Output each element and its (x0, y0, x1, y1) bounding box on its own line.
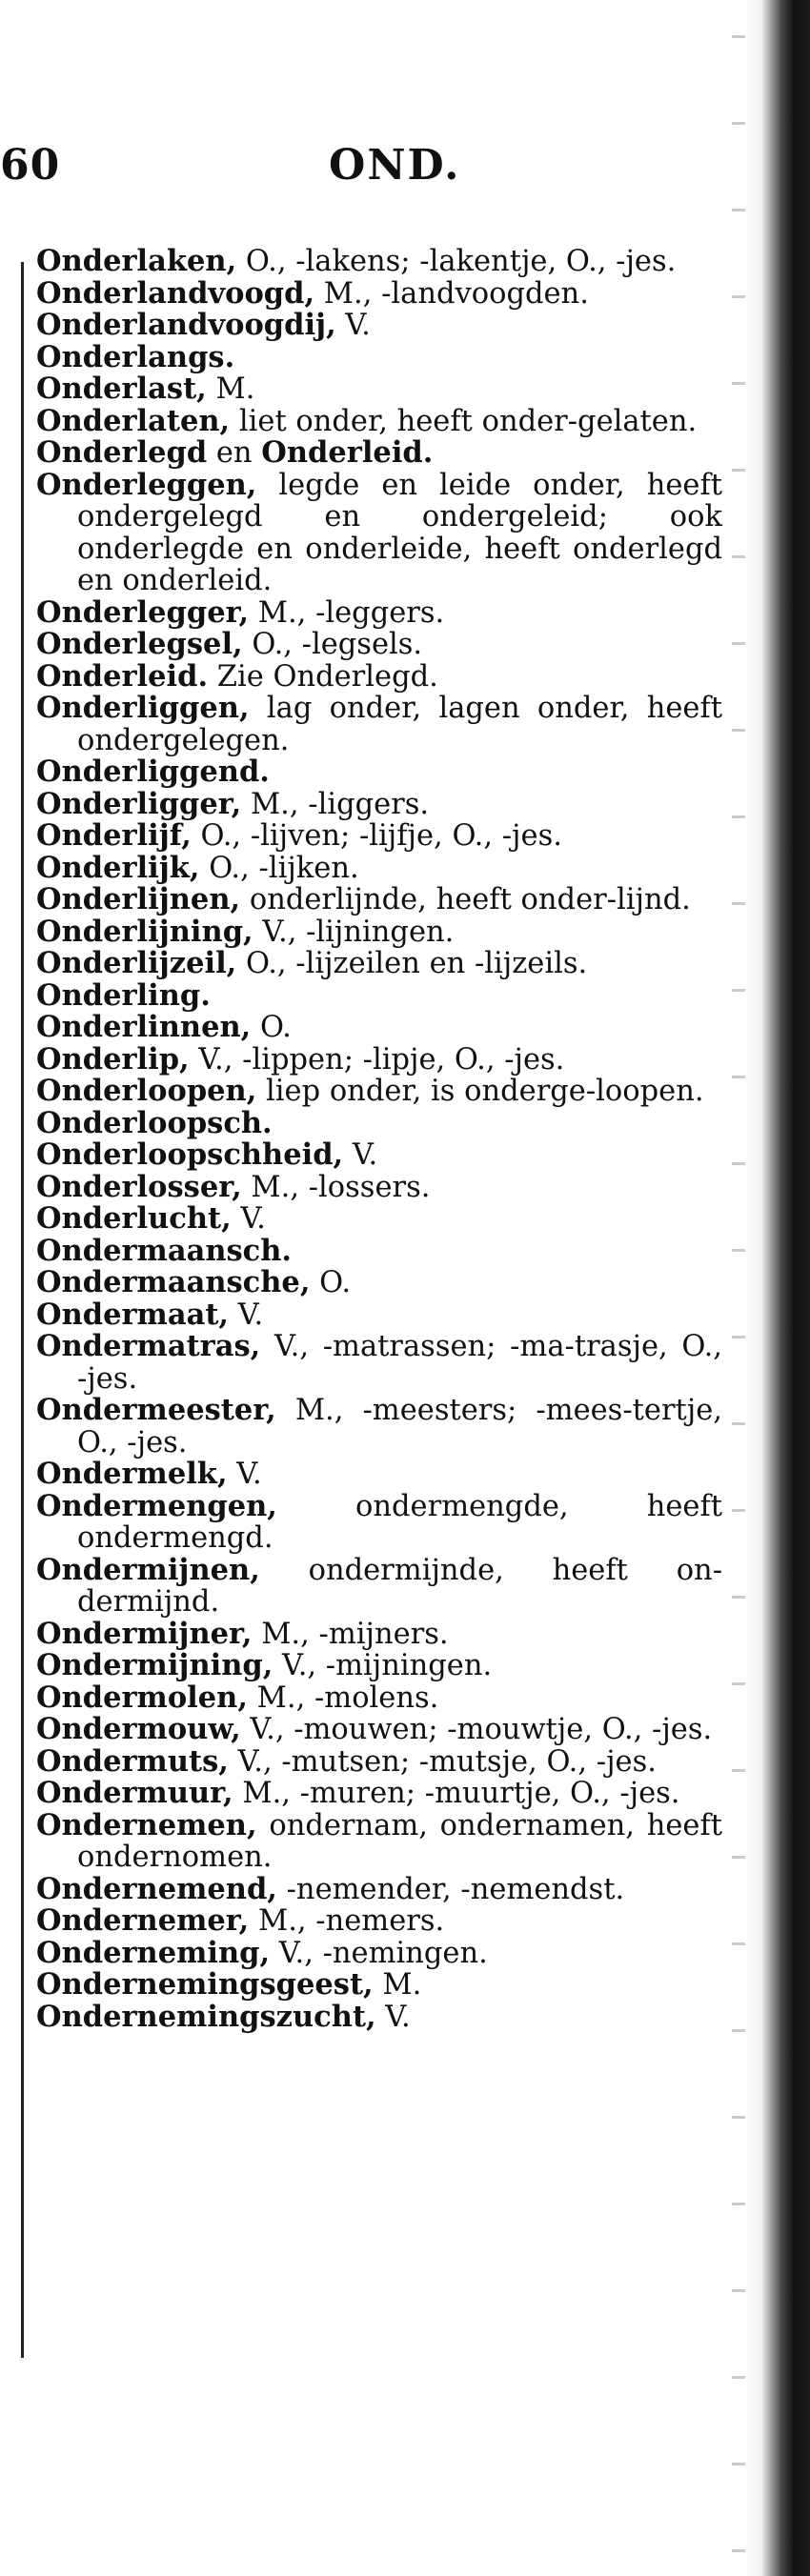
entry-definition: M., -molens. (247, 1680, 439, 1715)
entry-headword: Onderlegger, (36, 594, 250, 630)
entry-headword: Onderleid. (36, 658, 209, 694)
running-head: OND. (329, 141, 461, 190)
entry-headword: Onderloopschheid, (36, 1137, 344, 1172)
entry-headword: Ondermaansche, (36, 1265, 311, 1299)
dictionary-entry (36, 1999, 722, 2034)
entry-headword: Onderling. (36, 977, 211, 1013)
dictionary-entry (36, 1969, 722, 2002)
entry-headword: Onderlijk, (36, 850, 200, 885)
entry-definition: liep onder, is onderge-loopen. (256, 1075, 704, 1108)
entry-definition: V. (335, 309, 371, 342)
entry-definition: O., -lijzeilen en -lijzeils. (236, 947, 588, 980)
dictionary-entry (36, 403, 722, 438)
dictionary-entry (36, 1871, 722, 1906)
entry-definition: V., -matrassen; -ma-trasje, O., -jes. (77, 1330, 732, 1396)
entry-headword: Onderlosser, (36, 1169, 242, 1204)
dictionary-entries (36, 244, 732, 2034)
entry-definition: ondermijnde, heeft on-dermijnd. (77, 1553, 722, 1619)
dictionary-entry (36, 1743, 722, 1779)
entry-headword: Onderlinnen, (36, 1010, 252, 1044)
dictionary-entry (36, 275, 722, 311)
entry-definition: O. (251, 1011, 292, 1044)
entry-headword: Onderlaten, (36, 403, 231, 438)
entry-definition: V., -lijningen. (253, 915, 455, 949)
entry-headword: Onderlandvoogd, (36, 275, 315, 311)
entry-definition: O., -lakens; -lakentje, O., -jes. (236, 245, 677, 278)
entry-definition: M., -muren; -muurtje, O., -jes. (233, 1777, 680, 1810)
dictionary-entry (36, 691, 732, 757)
entry-definition: M., -leggers. (249, 595, 445, 630)
entry-definition: en (207, 436, 262, 470)
dictionary-entry (36, 467, 732, 597)
entry-definition: lag onder, lagen onder, heeft ondergelegen. (77, 692, 732, 757)
dictionary-entry (36, 1778, 722, 1810)
entry-headword: Onderloopen, (36, 1074, 257, 1108)
dictionary-entry (36, 246, 722, 278)
dictionary-entry (36, 786, 722, 821)
entry-definition: ondermengde, heeft ondermengd. (77, 1489, 732, 1555)
dictionary-entry (36, 1488, 732, 1555)
entry-headword: Ondermijning, (36, 1648, 273, 1682)
entry-headword: Ondermaansch. (36, 1233, 293, 1268)
dictionary-entry (36, 916, 722, 949)
dictionary-entry (36, 1169, 722, 1204)
entry-definition: liet onder, heeft onder-gelaten. (230, 404, 698, 438)
entry-definition: legde en leide onder, heeft ondergelegd en ondergeleid; ook onderlegde en onderleide, heeft onderlegd en onderleid. (77, 468, 732, 597)
dictionary-entry (36, 437, 722, 470)
dictionary-entry (36, 1041, 722, 1077)
dictionary-entry (36, 850, 722, 885)
entry-definition: V. (375, 2000, 411, 2034)
entry-definition: V., -nemingen. (270, 1936, 488, 1970)
entry-headword: Ondernemen, (36, 1807, 257, 1842)
entry-headword: Ondermelk, (36, 1457, 228, 1491)
entry-definition: ondernam, ondernamen, heeft ondernomen. (77, 1808, 732, 1874)
dictionary-entry (36, 310, 722, 342)
entry-headword: Onderneming, (36, 1935, 271, 1970)
dictionary-entry (36, 1267, 722, 1299)
dictionary-entry (36, 1233, 722, 1268)
dictionary-entry (36, 629, 722, 661)
entry-headword: Ondermolen, (36, 1680, 248, 1715)
entry-headword-variant: Onderleid. (261, 435, 434, 470)
entry-headword: Onderliggen, (36, 691, 250, 725)
entry-definition: V. (231, 1202, 266, 1236)
dictionary-entry (36, 1714, 722, 1746)
dictionary-entry (36, 1393, 732, 1459)
entry-definition: -nemender, -nemendst. (276, 1872, 625, 1906)
entry-definition: M., -landvoogden. (314, 276, 589, 311)
dictionary-entry (36, 658, 722, 694)
dictionary-entry (36, 1203, 722, 1236)
dictionary-entry (36, 1329, 732, 1396)
entry-headword: Onderlijnen, (36, 882, 241, 916)
dictionary-entry (36, 1459, 722, 1491)
entry-headword: Onderlip, (36, 1041, 190, 1077)
entry-headword: Onderlegsel, (36, 627, 243, 661)
page-number: 60 (0, 141, 61, 190)
entry-headword: Onderlangs. (36, 339, 235, 374)
entry-definition: O., -lijven; -lijfje, O., -jes. (191, 819, 562, 853)
entry-headword: Onderlijzeil, (36, 946, 237, 980)
entry-definition: O., -lijken. (199, 851, 359, 885)
dictionary-entry (36, 1905, 722, 1938)
entry-definition: V. (227, 1458, 262, 1491)
scan-binding-edge (745, 0, 810, 2576)
dictionary-entry (36, 1299, 722, 1332)
dictionary-entry (36, 884, 722, 916)
entry-definition: V., -mijningen. (273, 1649, 493, 1682)
entry-headword: Onderlucht, (36, 1201, 232, 1236)
dictionary-entry (36, 1807, 732, 1874)
entry-definition: M. (373, 1968, 422, 2002)
entry-headword: Ondermuts, (36, 1743, 229, 1779)
entry-definition: M. (206, 372, 255, 406)
entry-definition: onderlijnde, heeft onder-lijnd. (240, 883, 691, 916)
entry-definition: V., -mutsen; -mutsje, O., -jes. (228, 1744, 657, 1779)
entry-definition: O., -legsels. (242, 628, 423, 661)
entry-headword: Ondermeester, (36, 1393, 276, 1427)
entry-headword: Onderlegd (36, 435, 208, 470)
entry-headword: Onderlaken, (36, 244, 237, 278)
entry-definition: M., -lossers. (241, 1170, 431, 1204)
entry-definition: V., -mouwen; -mouwtje, O., -jes. (240, 1713, 713, 1746)
dictionary-entry (36, 1012, 722, 1044)
dictionary-entry (36, 594, 722, 630)
entry-headword: Ondermijner, (36, 1616, 253, 1651)
dictionary-entry (36, 1935, 722, 1970)
entry-definition: O. (310, 1266, 352, 1299)
entry-definition: V., -lippen; -lipje, O., -jes. (189, 1042, 565, 1077)
dictionary-entry (36, 1616, 722, 1651)
entry-headword: Ondermouw, (36, 1712, 241, 1746)
entry-definition: V. (343, 1138, 378, 1172)
entry-headword: Ondermengen, (36, 1488, 277, 1523)
dictionary-entry (36, 1650, 722, 1682)
entry-headword: Onderlijf, (36, 818, 192, 853)
entry-headword: Onderlijning, (36, 914, 253, 949)
dictionary-entry (36, 948, 722, 980)
entry-headword: Ondermuur, (36, 1776, 233, 1810)
entry-headword: Onderliggend. (36, 755, 270, 789)
entry-headword: Ondermatras, (36, 1329, 261, 1363)
dictionary-entry (36, 1552, 722, 1619)
entry-definition: Zie Onderlegd. (208, 659, 438, 694)
entry-headword: Ondernemingszucht, (36, 1999, 376, 2034)
entry-headword: Ondernemer, (36, 1903, 250, 1938)
entry-headword: Onderloopsch. (36, 1105, 273, 1140)
entry-headword: Ondernemingsgeest, (36, 1967, 374, 2002)
entry-headword: Onderlast, (36, 372, 207, 406)
dictionary-entry (36, 373, 722, 406)
dictionary-entry (36, 1076, 722, 1108)
entry-headword: Onderlandvoogdij, (36, 308, 336, 342)
dictionary-entry (36, 1139, 722, 1172)
entry-headword: Ondermaat, (36, 1297, 230, 1332)
entry-definition: M., -liggers. (241, 787, 430, 821)
dictionary-entry (36, 339, 722, 374)
dictionary-entry (36, 756, 722, 789)
entry-headword: Ondernemend, (36, 1871, 277, 1906)
entry-headword: Onderligger, (36, 786, 242, 821)
entry-headword: Onderleggen, (36, 467, 257, 502)
entry-definition: M., -mijners. (252, 1617, 449, 1651)
entry-definition: M., -meesters; -mees-tertje, O., -jes. (77, 1394, 732, 1459)
dictionary-entry (36, 1105, 722, 1140)
dictionary-entry (36, 820, 722, 853)
entry-definition: M., -nemers. (249, 1904, 445, 1938)
dictionary-entry (36, 1682, 722, 1715)
entry-definition: V. (229, 1298, 264, 1332)
margin-rule (21, 262, 24, 2358)
dictionary-entry (36, 977, 722, 1013)
entry-headword: Ondermijnen, (36, 1552, 260, 1587)
